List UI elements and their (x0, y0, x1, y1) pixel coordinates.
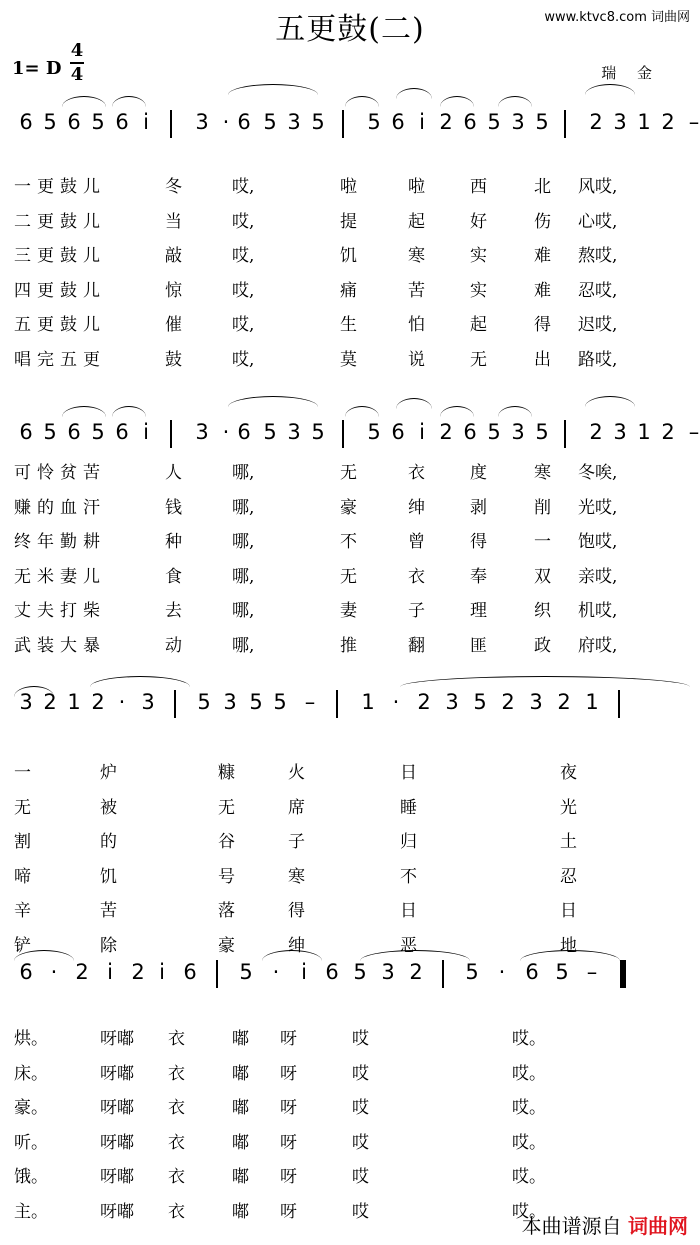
lyric-syllable: 忍 (560, 866, 577, 887)
lyric-syllable: 哎。 (512, 1063, 546, 1084)
lyric-syllable: 呀嘟 (100, 1029, 134, 1049)
note: 2 (661, 420, 675, 444)
lyric-syllable: 无 (340, 463, 357, 483)
lyric-syllable: 呀 (280, 1098, 297, 1118)
note: 2 (75, 960, 89, 984)
lyric-syllable: 双 (534, 566, 551, 587)
lyric-syllable: 呀 (280, 1201, 297, 1222)
lyric-syllable: 呀 (280, 1167, 297, 1187)
lyric-syllable: 哪, (232, 601, 255, 621)
note: 5 (367, 420, 381, 444)
lyric-syllable: 啦 (340, 177, 357, 197)
lyric-syllable: 席 (288, 797, 305, 818)
lyric-syllable: 府哎, (578, 635, 618, 656)
lyric-syllable: 理 (470, 601, 487, 621)
lyric-syllable: 起 (470, 315, 487, 335)
note: 6 (67, 420, 81, 444)
lyric-syllable: 哎。 (512, 1029, 546, 1049)
note: 6 (463, 420, 477, 444)
barline (336, 690, 338, 718)
lyric-syllable: 痛 (340, 280, 357, 301)
lyric-syllable: 哎, (232, 280, 255, 301)
lyric-syllable: 不 (340, 532, 357, 552)
note: 2 (417, 690, 431, 714)
lyric-syllable: 织 (534, 601, 551, 621)
lyric-syllable: 五更鼓儿 (14, 315, 106, 335)
lyric-syllable: 政 (534, 635, 551, 656)
lyric-syllable: 提 (340, 211, 357, 232)
lyric-syllable: 哎 (352, 1029, 369, 1049)
lyric-syllable: 哎。 (512, 1098, 546, 1118)
lyric-syllable: 绅 (408, 497, 425, 518)
lyric-syllable: 子 (288, 832, 305, 852)
lyric-syllable: 人 (165, 463, 182, 483)
lyric-syllable: 主。 (14, 1201, 48, 1222)
lyric-syllable: 衣 (408, 463, 425, 483)
barline (564, 420, 566, 448)
note: 5 (487, 420, 501, 444)
note: 1 (637, 420, 651, 444)
note: 2 (409, 960, 423, 984)
lyric-syllable: 三更鼓儿 (14, 246, 106, 266)
note: 6 (19, 110, 33, 134)
note: 3 (223, 690, 237, 714)
lyric-syllable: 呀嘟 (100, 1098, 134, 1118)
lyric-syllable: 莫 (340, 349, 357, 370)
note: 1 (585, 690, 599, 714)
barline (620, 960, 626, 988)
lyric-syllable: 哪, (232, 497, 255, 518)
barline (618, 690, 620, 718)
note: i (143, 420, 149, 444)
lyric-syllable: 糠 (218, 763, 235, 783)
note: · (272, 960, 280, 984)
lyric-syllable: 难 (534, 246, 551, 266)
lyric-syllable: 日 (560, 901, 577, 921)
lyric-syllable: 啼 (14, 866, 31, 887)
lyric-syllable: 嘟 (232, 1098, 249, 1118)
lyric-syllable: 动 (165, 635, 182, 656)
lyric-syllable: 无 (340, 566, 357, 587)
lyric-syllable: 炉 (100, 763, 117, 783)
lyric-syllable: 得 (470, 532, 487, 552)
lyric-syllable: 好 (470, 211, 487, 232)
lyric-syllable: 哎 (352, 1063, 369, 1084)
lyric-syllable: 寒 (408, 246, 425, 266)
lyric-syllable: 削 (534, 497, 551, 518)
note: 6 (115, 110, 129, 134)
lyric-syllable: 四更鼓儿 (14, 280, 106, 301)
note: – (688, 110, 700, 134)
lyric-syllable: 忍哎, (578, 280, 618, 301)
lyric-syllable: 无 (218, 797, 235, 818)
lyric-syllable: 北 (534, 177, 551, 197)
note: 6 (391, 110, 405, 134)
lyric-syllable: 奉 (470, 566, 487, 587)
lyric-syllable: 谷 (218, 832, 235, 852)
lyric-syllable: 饥 (340, 246, 357, 266)
lyric-syllable: 难 (534, 280, 551, 301)
lyric-syllable: 敲 (165, 246, 182, 266)
lyric-syllable: 辛 (14, 901, 31, 921)
note: 5 (311, 420, 325, 444)
lyric-syllable: 子 (408, 601, 425, 621)
note: 5 (535, 420, 549, 444)
note: 5 (487, 110, 501, 134)
lyric-syllable: 哎 (352, 1167, 369, 1187)
lyric-syllable: 哎。 (512, 1167, 546, 1187)
lyric-syllable: 被 (100, 797, 117, 818)
lyric-syllable: 哪, (232, 635, 255, 656)
lyric-syllable: 熬哎, (578, 246, 618, 266)
lyric-syllable: 一更鼓儿 (14, 177, 106, 197)
lyric-syllable: 割 (14, 832, 31, 852)
lyric-syllable: 哎, (232, 211, 255, 232)
note: 6 (19, 960, 33, 984)
note: 2 (589, 420, 603, 444)
footer-text: 本曲谱源自 (521, 1214, 622, 1238)
lyric-syllable: 伤 (534, 211, 551, 232)
lyric-syllable: 丈夫打柴 (14, 601, 106, 621)
lyric-syllable: 嘟 (232, 1201, 249, 1222)
barline (170, 420, 172, 448)
lyric-syllable: 呀嘟 (100, 1201, 134, 1222)
note: 1 (67, 690, 81, 714)
lyric-syllable: 催 (165, 315, 182, 335)
note: 5 (473, 690, 487, 714)
lyric-syllable: 嘟 (232, 1029, 249, 1049)
note: 5 (43, 110, 57, 134)
lyric-syllable: 不 (400, 866, 417, 887)
lyric-syllable: 曾 (408, 532, 425, 552)
lyric-syllable: 哪, (232, 532, 255, 552)
lyric-syllable: 地 (560, 935, 577, 956)
note: 2 (557, 690, 571, 714)
lyric-syllable: 说 (408, 349, 425, 370)
note: 3 (511, 420, 525, 444)
lyric-syllable: 赚的血汗 (14, 497, 106, 518)
lyric-syllable: 一 (14, 763, 31, 783)
note: 1 (361, 690, 375, 714)
lyric-syllable: 日 (400, 901, 417, 921)
note: i (419, 110, 425, 134)
lyric-syllable: 无 (14, 797, 31, 818)
slur (396, 398, 432, 409)
slur (585, 396, 635, 407)
lyric-syllable: 嘟 (232, 1132, 249, 1153)
barline (342, 110, 344, 138)
note: 3 (141, 690, 155, 714)
lyric-syllable: 铲 (14, 935, 31, 956)
note: · (222, 420, 230, 444)
note: 5 (249, 690, 263, 714)
time-bottom: 4 (70, 64, 84, 85)
barline (174, 690, 176, 718)
note: 2 (43, 690, 57, 714)
note: 3 (613, 110, 627, 134)
time-top: 4 (70, 40, 84, 61)
slur (396, 88, 432, 99)
note: 5 (91, 420, 105, 444)
note: 5 (263, 110, 277, 134)
note: 3 (287, 420, 301, 444)
lyric-syllable: 除 (100, 935, 117, 956)
note: 2 (661, 110, 675, 134)
lyric-syllable: 土 (560, 832, 577, 852)
lyric-syllable: 冬唉, (578, 463, 618, 483)
lyric-syllable: 豪。 (14, 1098, 48, 1118)
lyric-syllable: 二更鼓儿 (14, 211, 106, 232)
note: 3 (511, 110, 525, 134)
note: 5 (535, 110, 549, 134)
note: 6 (67, 110, 81, 134)
lyric-syllable: 哪, (232, 566, 255, 587)
note: · (498, 960, 506, 984)
lyric-syllable: 去 (165, 601, 182, 621)
barline (170, 110, 172, 138)
lyric-syllable: 睡 (400, 797, 417, 818)
note: 6 (391, 420, 405, 444)
lyric-syllable: 豪 (218, 935, 235, 956)
note: 5 (263, 420, 277, 444)
lyric-syllable: 饥 (100, 866, 117, 887)
lyric-syllable: 生 (340, 315, 357, 335)
lyric-syllable: 豪 (340, 497, 357, 518)
note: i (159, 960, 165, 984)
lyric-syllable: 衣 (168, 1167, 185, 1187)
lyric-syllable: 匪 (470, 635, 487, 656)
lyric-syllable: 呀嘟 (100, 1063, 134, 1084)
note: 6 (237, 110, 251, 134)
lyric-syllable: 得 (534, 315, 551, 335)
note: 3 (381, 960, 395, 984)
lyric-syllable: 钱 (165, 497, 182, 518)
lyric-syllable: 的 (100, 832, 117, 852)
lyric-syllable: 西 (470, 177, 487, 197)
barline (442, 960, 444, 988)
note: 5 (197, 690, 211, 714)
lyric-syllable: 哎, (232, 315, 255, 335)
note: 6 (525, 960, 539, 984)
lyric-syllable: 落 (218, 901, 235, 921)
note: 6 (237, 420, 251, 444)
lyric-syllable: 衣 (168, 1029, 185, 1049)
site-watermark: www.ktvc8.com 词曲网 (544, 10, 690, 25)
lyric-syllable: 光哎, (578, 497, 618, 518)
slur (228, 396, 318, 407)
barline (564, 110, 566, 138)
note: 1 (637, 110, 651, 134)
song-title: 五更鼓(二) (275, 12, 425, 47)
lyric-syllable: 饱哎, (578, 532, 618, 552)
lyric-syllable: 床。 (14, 1063, 48, 1084)
note: 3 (445, 690, 459, 714)
note: 5 (465, 960, 479, 984)
lyric-syllable: 翻 (408, 635, 425, 656)
lyric-syllable: 啦 (408, 177, 425, 197)
lyric-syllable: 日 (400, 763, 417, 783)
note: – (586, 960, 598, 984)
lyric-syllable: 哎 (352, 1201, 369, 1222)
lyric-syllable: 苦 (408, 280, 425, 301)
note: · (118, 690, 126, 714)
note: 2 (501, 690, 515, 714)
lyric-syllable: 风哎, (578, 177, 618, 197)
lyric-syllable: 火 (288, 763, 305, 783)
lyric-syllable: 号 (218, 866, 235, 887)
key-signature: 1= D (12, 58, 62, 79)
lyric-syllable: 听。 (14, 1132, 48, 1153)
lyric-syllable: 哪, (232, 463, 255, 483)
note: – (688, 420, 700, 444)
lyric-syllable: 实 (470, 280, 487, 301)
note: 6 (183, 960, 197, 984)
lyric-syllable: 烘。 (14, 1029, 48, 1049)
note: 6 (115, 420, 129, 444)
note: 3 (195, 110, 209, 134)
note: i (107, 960, 113, 984)
lyric-syllable: 呀 (280, 1029, 297, 1049)
note: – (304, 690, 316, 714)
lyric-syllable: 衣 (168, 1063, 185, 1084)
note: 6 (463, 110, 477, 134)
lyric-syllable: 鼓 (165, 349, 182, 370)
note: 5 (311, 110, 325, 134)
lyric-syllable: 哎。 (512, 1132, 546, 1153)
lyric-syllable: 实 (470, 246, 487, 266)
lyric-syllable: 食 (165, 566, 182, 587)
note: 2 (91, 690, 105, 714)
note: · (222, 110, 230, 134)
lyric-syllable: 度 (470, 463, 487, 483)
lyric-syllable: 呀嘟 (100, 1132, 134, 1153)
lyric-syllable: 哎, (232, 177, 255, 197)
lyric-syllable: 武装大暴 (14, 635, 106, 656)
lyric-syllable: 推 (340, 635, 357, 656)
note: 3 (529, 690, 543, 714)
note: i (419, 420, 425, 444)
note: · (50, 960, 58, 984)
lyric-syllable: 恶 (400, 935, 417, 956)
lyric-syllable: 妻 (340, 601, 357, 621)
lyric-syllable: 衣 (168, 1098, 185, 1118)
lyric-syllable: 当 (165, 211, 182, 232)
slur (585, 84, 635, 95)
barline (342, 420, 344, 448)
note: 2 (439, 420, 453, 444)
lyric-syllable: 得 (288, 901, 305, 921)
slur (228, 84, 318, 95)
lyric-syllable: 机哎, (578, 601, 618, 621)
lyric-syllable: 绅 (288, 935, 305, 956)
barline (216, 960, 218, 988)
lyric-syllable: 唱完五更 (14, 349, 106, 370)
note: 2 (589, 110, 603, 134)
lyric-syllable: 哎, (232, 349, 255, 370)
lyric-syllable: 嘟 (232, 1167, 249, 1187)
note: 3 (19, 690, 33, 714)
note: 5 (353, 960, 367, 984)
lyric-syllable: 心哎, (578, 211, 618, 232)
lyric-syllable: 惊 (165, 280, 182, 301)
lyric-syllable: 种 (165, 532, 182, 552)
lyric-syllable: 无米妻儿 (14, 566, 106, 587)
note: 6 (325, 960, 339, 984)
lyric-syllable: 哎 (352, 1132, 369, 1153)
note: 3 (195, 420, 209, 444)
arranger: 瑞 金 (601, 64, 660, 82)
footer-brand: 词曲网 (628, 1214, 688, 1238)
source-footer (522, 1210, 688, 1239)
lyric-syllable: 哎 (352, 1098, 369, 1118)
lyric-syllable: 出 (534, 349, 551, 370)
lyric-syllable: 寒 (288, 866, 305, 887)
lyric-syllable: 无 (470, 349, 487, 370)
note: 2 (131, 960, 145, 984)
note: 6 (19, 420, 33, 444)
lyric-syllable: 苦 (100, 901, 117, 921)
lyric-syllable: 衣 (408, 566, 425, 587)
lyric-syllable: 衣 (168, 1132, 185, 1153)
lyric-syllable: 夜 (560, 763, 577, 783)
lyric-syllable: 归 (400, 832, 417, 852)
note: 5 (367, 110, 381, 134)
lyric-syllable: 嘟 (232, 1063, 249, 1084)
lyric-syllable: 怕 (408, 315, 425, 335)
lyric-syllable: 终年勤耕 (14, 532, 106, 552)
note: 5 (555, 960, 569, 984)
lyric-syllable: 剥 (470, 497, 487, 518)
lyric-syllable: 呀 (280, 1063, 297, 1084)
time-signature (70, 40, 84, 86)
lyric-syllable: 衣 (168, 1201, 185, 1222)
lyric-syllable: 寒 (534, 463, 551, 483)
lyric-syllable: 呀 (280, 1132, 297, 1153)
lyric-syllable: 呀嘟 (100, 1167, 134, 1187)
note: i (301, 960, 307, 984)
lyric-syllable: 哎。 (512, 1201, 546, 1222)
lyric-syllable: 一 (534, 532, 551, 552)
lyric-syllable: 起 (408, 211, 425, 232)
note: 5 (273, 690, 287, 714)
note: 3 (613, 420, 627, 444)
lyric-syllable: 路哎, (578, 349, 618, 370)
note: 3 (287, 110, 301, 134)
lyric-syllable: 冬 (165, 177, 182, 197)
note: 5 (43, 420, 57, 444)
lyric-syllable: 迟哎, (578, 315, 618, 335)
lyric-syllable: 亲哎, (578, 566, 618, 587)
note: 5 (239, 960, 253, 984)
note: i (143, 110, 149, 134)
note: · (392, 690, 400, 714)
note: 5 (91, 110, 105, 134)
lyric-syllable: 可怜贫苦 (14, 463, 106, 483)
lyric-syllable: 饿。 (14, 1167, 48, 1187)
note: 2 (439, 110, 453, 134)
lyric-syllable: 哎, (232, 246, 255, 266)
lyric-syllable: 光 (560, 797, 577, 818)
